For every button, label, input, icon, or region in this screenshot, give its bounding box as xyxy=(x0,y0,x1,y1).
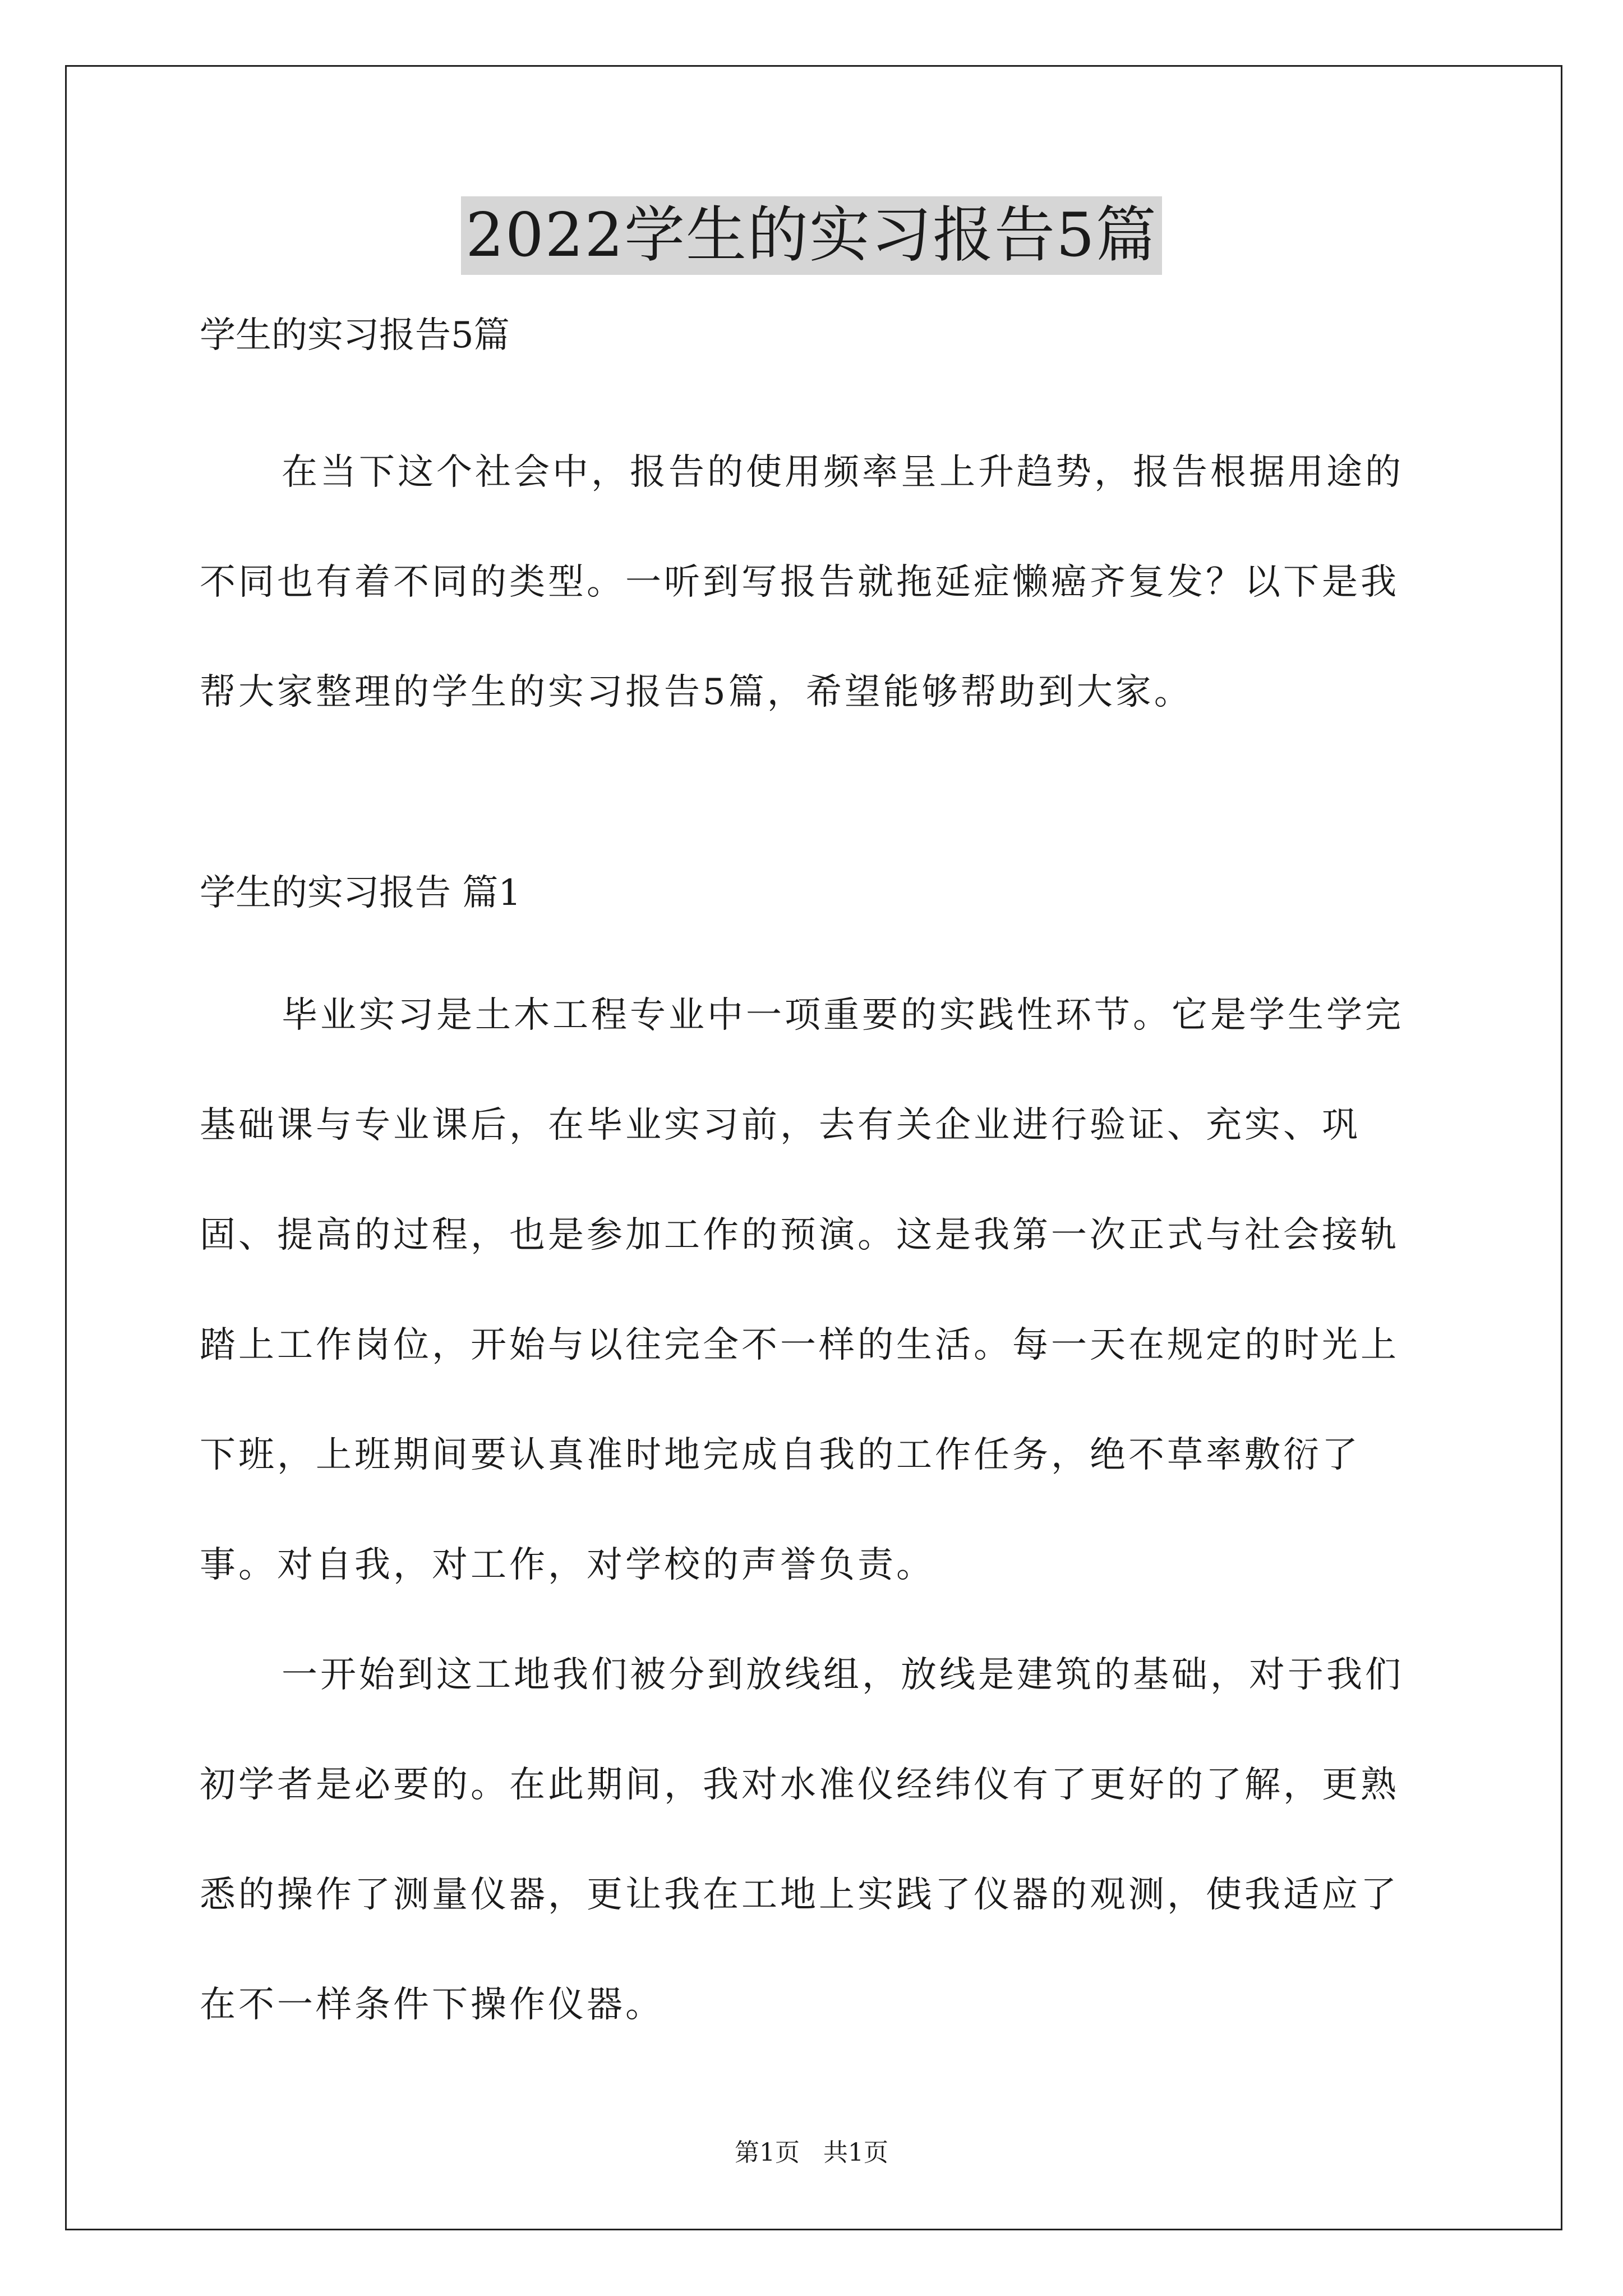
body-paragraph-2: 一开始到这工地我们被分到放线组，放线是建筑的基础，对于我们初学者是必要的。在此期间，我对水准仪经纬仪有了更好的了解，更熟悉的操作了测量仪器，更让我在工地上实践了仪器的观测，使我适应了在不一样条件下操作仪器。 xyxy=(200,1654,1404,2026)
section-heading: 学生的实习报告 篇1 xyxy=(200,872,522,914)
document-subtitle: 学生的实习报告5篇 xyxy=(200,315,510,356)
intro-paragraph: 在当下这个社会中，报告的使用频率呈上升趋势，报告根据用途的不同也有着不同的类型。一听到写报告就拖延症懒癌齐复发？以下是我帮大家整理的学生的实习报告5篇，希望能够帮助到大家。 xyxy=(200,452,1404,713)
body-paragraph-1: 毕业实习是土木工程专业中一项重要的实践性环节。它是学生学完基础课与专业课后，在毕业实习前，去有关企业进行验证、充实、巩固、提高的过程，也是参加工作的预演。这是我第一次正式与社会接轨踏上工作岗位，开始与以往完全不一样的生活。每一天在规定的时光上下班，上班期间要认真准时地完成自我的工作任务，绝不草率敷衍了事。对自我，对工作，对学校的声誉负责。 xyxy=(200,995,1404,1586)
document-title: 2022学生的实习报告5篇 xyxy=(461,196,1162,275)
document-body xyxy=(200,307,1433,2060)
title-container xyxy=(0,196,1623,275)
page-footer: 第1页 共1页 xyxy=(735,2138,888,2167)
section-spacer xyxy=(200,747,1433,865)
